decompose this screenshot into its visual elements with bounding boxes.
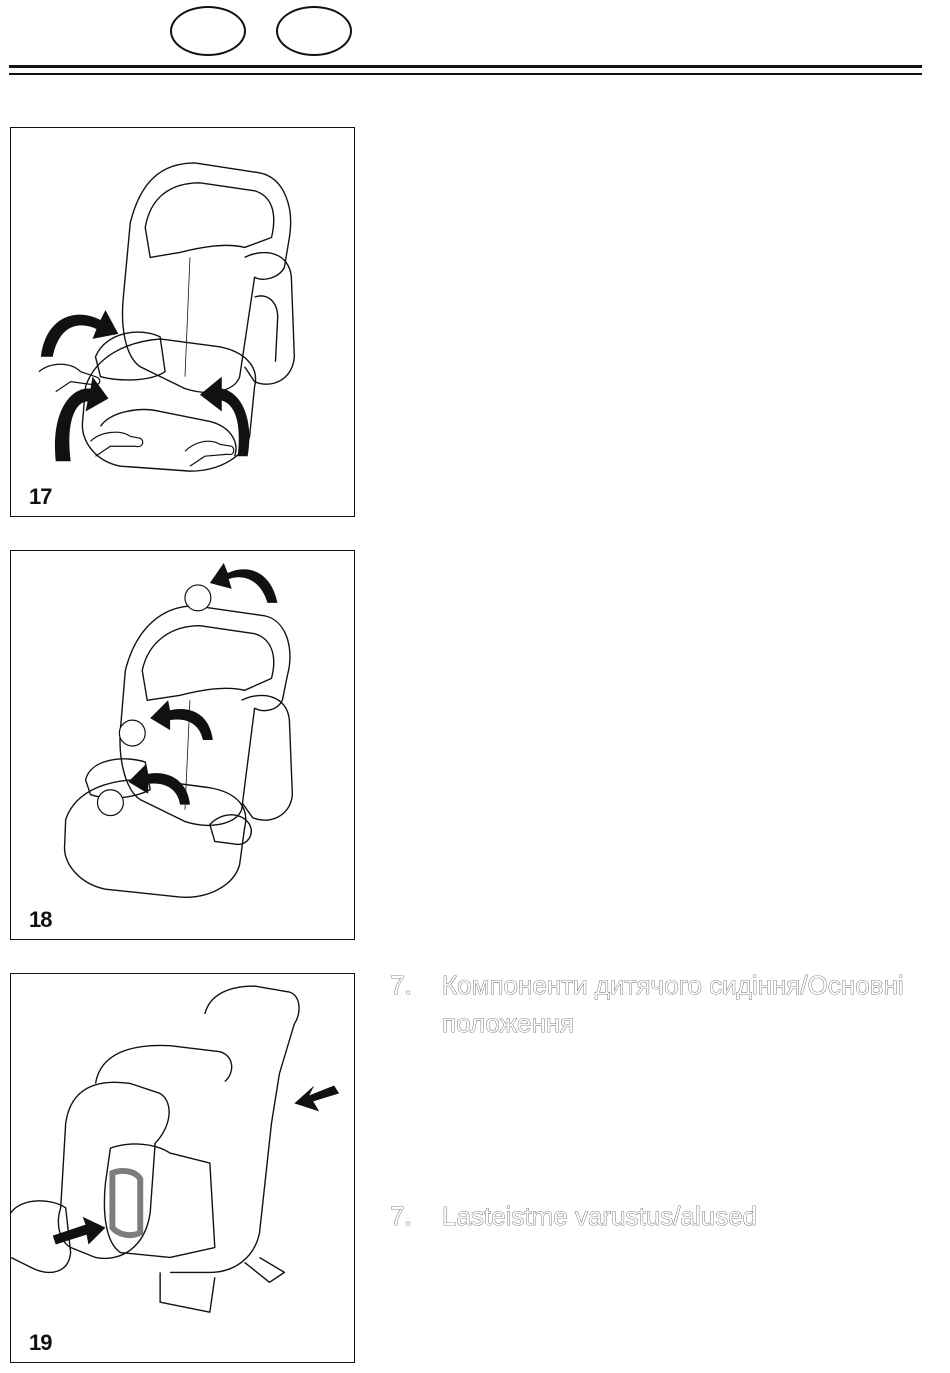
header-rule-thin xyxy=(9,73,922,75)
figure-18 xyxy=(10,550,355,940)
figure-17 xyxy=(10,127,355,517)
section-title: Компоненти дитячого сидіння/Основні положення xyxy=(442,970,904,1038)
figure-19 xyxy=(10,973,355,1363)
figure-19-illustration xyxy=(11,974,354,1362)
section-heading-estonian xyxy=(390,1197,910,1237)
language-oval-1 xyxy=(170,6,246,56)
language-oval-2 xyxy=(276,6,352,56)
section-title: Lasteistme varustus/alused xyxy=(442,1201,758,1231)
figure-number: 18 xyxy=(29,907,52,932)
section-number: 7. xyxy=(390,1201,412,1231)
header-rule-thick xyxy=(9,65,922,68)
section-heading-ukrainian xyxy=(390,966,910,1046)
section-number: 7. xyxy=(390,970,412,1000)
figure-number: 19 xyxy=(29,1330,52,1355)
figure-number: 17 xyxy=(29,484,52,509)
figure-17-illustration xyxy=(11,128,354,516)
figure-18-illustration xyxy=(11,551,354,939)
